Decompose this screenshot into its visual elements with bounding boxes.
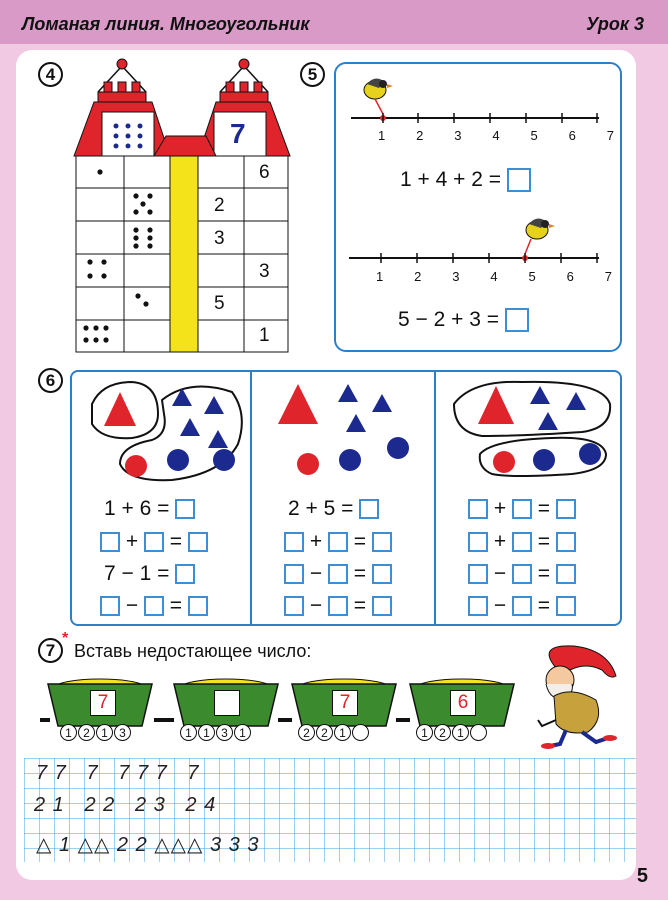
tick-label: 2 [416, 128, 424, 143]
tower-number: 7 [230, 118, 246, 149]
tick-label: 7 [604, 269, 612, 284]
tick-label: 4 [490, 269, 498, 284]
answer-box[interactable] [372, 564, 392, 584]
operator: + [493, 497, 507, 520]
answer-box[interactable] [328, 596, 348, 616]
equation-text: 1 + 6 = [104, 497, 170, 520]
operator: − [493, 594, 507, 617]
answer-box[interactable] [468, 564, 488, 584]
equation-text: 1 + 4 + 2 = [400, 168, 502, 191]
bird-icon [364, 78, 393, 114]
axis-ticks-2 [376, 269, 612, 284]
wagon-number-box[interactable]: 7 [332, 690, 358, 716]
wheel: 1 [416, 724, 433, 741]
operator: − [309, 594, 323, 617]
shapes-figure [72, 374, 620, 486]
wheel: 2 [78, 724, 95, 741]
answer-box[interactable] [175, 564, 195, 584]
operator: + [493, 530, 507, 553]
grid-cell-number: 2 [214, 195, 225, 216]
equation-row [288, 497, 379, 521]
equation-row [284, 594, 392, 618]
task-6-number: 6 [38, 368, 63, 393]
wheel: 3 [216, 724, 233, 741]
tick-label: 4 [492, 128, 500, 143]
operator: + [309, 530, 323, 553]
wheel: 1 [180, 724, 197, 741]
wheel: 1 [334, 724, 351, 741]
answer-box[interactable] [468, 499, 488, 519]
equation-row [284, 530, 392, 554]
answer-box[interactable] [556, 532, 576, 552]
wheel: 1 [452, 724, 469, 741]
grid-cell-number: 3 [259, 261, 270, 282]
answer-box[interactable] [507, 168, 531, 192]
wagon-number-box[interactable]: 7 [90, 690, 116, 716]
equation-row [104, 562, 195, 586]
answer-box[interactable] [359, 499, 379, 519]
tick-label: 7 [606, 128, 614, 143]
answer-box[interactable] [372, 532, 392, 552]
answer-box[interactable] [100, 596, 120, 616]
operator: = [353, 594, 367, 617]
answer-box[interactable] [284, 564, 304, 584]
answer-box[interactable] [556, 564, 576, 584]
equation-row [284, 562, 392, 586]
equation-row [100, 530, 208, 554]
grid-cell-number: 1 [259, 325, 270, 346]
wagon-number-box[interactable] [214, 690, 240, 716]
writing-row-2: 2 1 2 2 2 3 2 4 [34, 794, 217, 816]
answer-box[interactable] [512, 596, 532, 616]
wheel: 1 [198, 724, 215, 741]
wheel: 3 [114, 724, 131, 741]
operator: = [169, 594, 183, 617]
operator: = [537, 530, 551, 553]
wheel[interactable] [352, 724, 369, 741]
task-7-instruction: Вставь недостающее число: [74, 641, 312, 661]
answer-box[interactable] [556, 596, 576, 616]
task-5-number: 5 [300, 62, 325, 87]
gnome-illustration [516, 640, 620, 752]
wheel: 2 [316, 724, 333, 741]
equation-text: 2 + 5 = [288, 497, 354, 520]
answer-box[interactable] [188, 532, 208, 552]
tick-label: 1 [376, 269, 384, 284]
answer-box[interactable] [175, 499, 195, 519]
answer-box[interactable] [144, 596, 164, 616]
star-mark: * [62, 630, 69, 647]
equation-row [100, 594, 208, 618]
grid-cell-number: 6 [259, 162, 270, 183]
equation-row [468, 562, 576, 586]
wheel[interactable] [470, 724, 487, 741]
answer-box[interactable] [328, 564, 348, 584]
operator: − [125, 594, 139, 617]
page-number: 5 [636, 865, 648, 887]
operator: = [537, 594, 551, 617]
answer-box[interactable] [468, 596, 488, 616]
writing-row-1: 7 7 7 7 7 7 7 [36, 762, 200, 784]
operator: = [353, 530, 367, 553]
tick-label: 5 [530, 128, 538, 143]
answer-box[interactable] [144, 532, 164, 552]
grid-cell-number: 5 [214, 293, 225, 314]
answer-box[interactable] [505, 308, 529, 332]
answer-box[interactable] [468, 532, 488, 552]
wheel: 1 [60, 724, 77, 741]
tick-label: 6 [566, 269, 574, 284]
equation-row [468, 497, 576, 521]
answer-box[interactable] [556, 499, 576, 519]
writing-row-3: △ 1 △△ 2 2 △△△ 3 3 3 [36, 834, 260, 856]
tick-label: 6 [568, 128, 576, 143]
wheel-row [60, 724, 131, 741]
tick-label: 3 [454, 128, 462, 143]
equation-row [104, 497, 195, 521]
answer-box[interactable] [512, 499, 532, 519]
tick-label: 1 [378, 128, 386, 143]
wagon-number-box[interactable]: 6 [450, 690, 476, 716]
tick-label: 2 [414, 269, 422, 284]
equation-row [468, 530, 576, 554]
tick-label: 5 [528, 269, 536, 284]
wheel: 2 [298, 724, 315, 741]
task-7-number: 7 [38, 638, 63, 663]
answer-box[interactable] [284, 596, 304, 616]
answer-box[interactable] [372, 596, 392, 616]
operator: = [353, 562, 367, 585]
operator: + [125, 530, 139, 553]
axis-ticks-1 [378, 128, 614, 143]
bird-icon [525, 218, 555, 254]
operator: − [309, 562, 323, 585]
wheel-row [180, 724, 251, 741]
wheel: 1 [234, 724, 251, 741]
equation-2 [398, 308, 529, 332]
equation-1 [400, 168, 531, 192]
operator: = [169, 530, 183, 553]
task-4-number: 4 [38, 62, 63, 87]
equation-text: 5 − 2 + 3 = [398, 308, 500, 331]
operator: − [493, 562, 507, 585]
operator: = [537, 497, 551, 520]
answer-box[interactable] [512, 532, 532, 552]
castle-figure [70, 56, 294, 358]
answer-box[interactable] [512, 564, 532, 584]
answer-box[interactable] [100, 532, 120, 552]
lesson-title: Ломаная линия. Многоугольник [22, 14, 310, 34]
wheel-row [298, 724, 369, 741]
equation-row [468, 594, 576, 618]
answer-box[interactable] [328, 532, 348, 552]
wheel: 1 [96, 724, 113, 741]
lesson-number: Урок 3 [586, 14, 644, 34]
answer-box[interactable] [284, 532, 304, 552]
grid-cell-number: 3 [214, 228, 225, 249]
answer-box[interactable] [188, 596, 208, 616]
operator: = [537, 562, 551, 585]
tick-label: 3 [452, 269, 460, 284]
wheel-row [416, 724, 487, 741]
equation-text: 7 − 1 = [104, 562, 170, 585]
wheel: 2 [434, 724, 451, 741]
